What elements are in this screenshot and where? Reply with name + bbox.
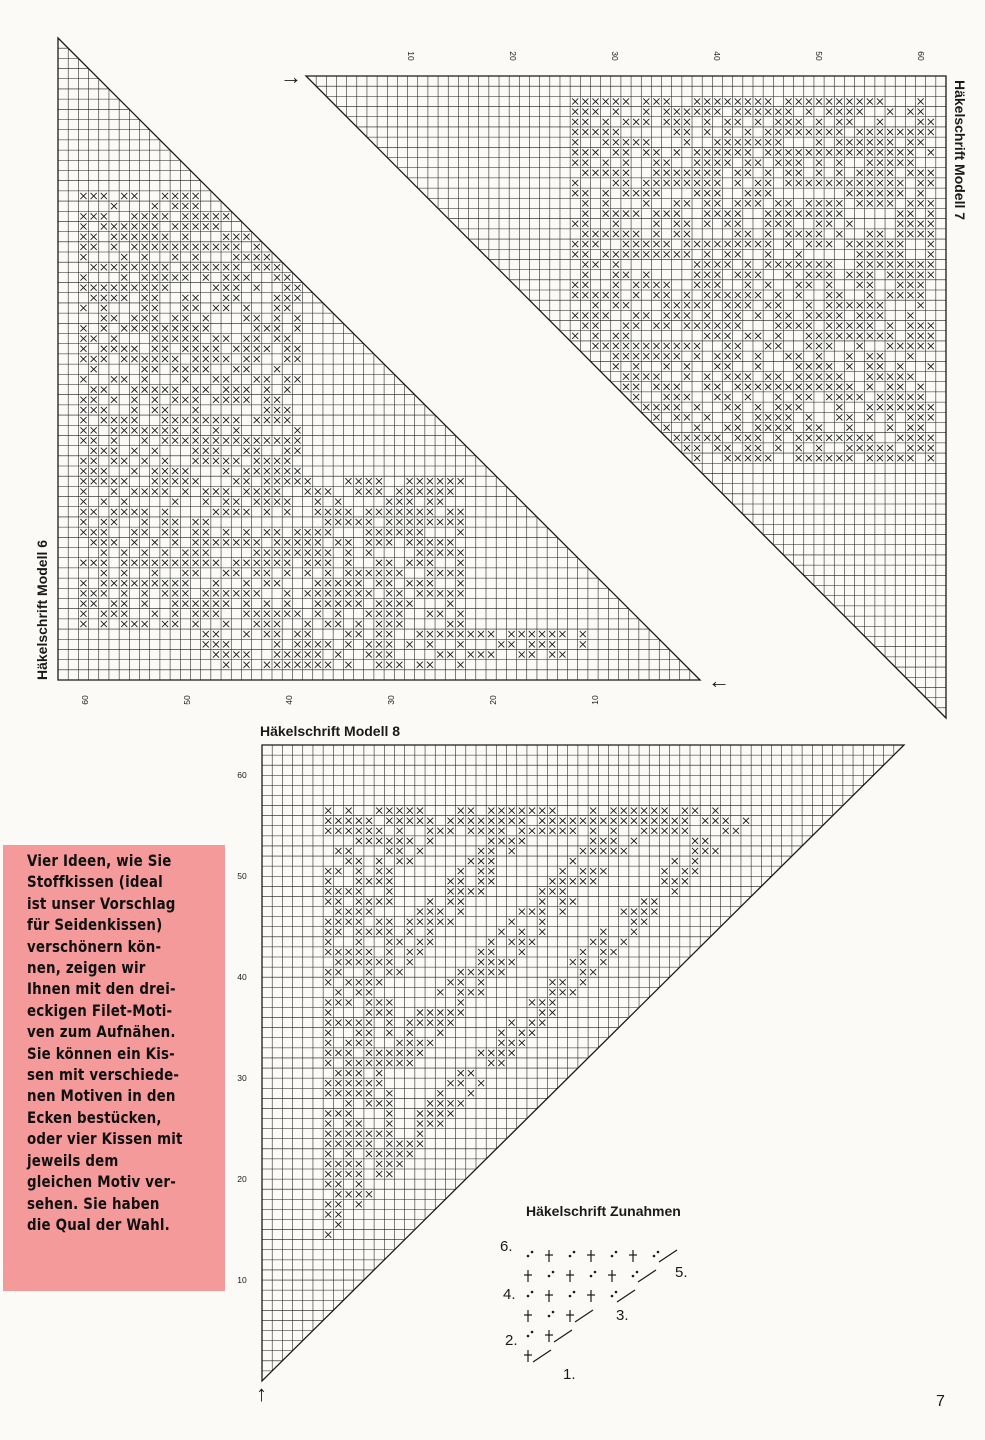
axis-tick-label: 60 — [80, 695, 90, 705]
axis-tick-label: 30 — [610, 51, 620, 61]
axis-tick-label: 60 — [916, 51, 926, 61]
page-number: 7 — [936, 1393, 945, 1410]
title-modell-7: Häkelschrift Modell 7 — [952, 80, 968, 221]
axis-tick-label: 30 — [237, 1073, 247, 1083]
axis-tick-label: 50 — [237, 871, 247, 881]
axis-tick-label: 20 — [237, 1174, 247, 1184]
axis-tick-label: 10 — [237, 1275, 247, 1285]
chart-modell-8 — [262, 745, 904, 1381]
legend-title: Häkelschrift Zunahmen — [526, 1203, 681, 1219]
arrow-left-icon: ← — [708, 668, 730, 693]
intro-text-box — [3, 845, 225, 1291]
axis-tick-label: 10 — [590, 695, 600, 705]
axis-tick-label: 40 — [712, 51, 722, 61]
axis-tick-label: 30 — [386, 695, 396, 705]
axis-tick-label: 50 — [814, 51, 824, 61]
axis-tick-label: 40 — [237, 972, 247, 982]
arrow-up-icon: ↑ — [256, 1381, 267, 1406]
axis-tick-label: 40 — [284, 695, 294, 705]
axis-tick-label: 20 — [508, 51, 518, 61]
title-modell-6: Häkelschrift Modell 6 — [34, 539, 50, 680]
legend-row-label: 2. — [505, 1332, 518, 1349]
intro-text: Vier Ideen, wie Sie Stoffkissen (ideal ist unser Vorschlag für Seidenkissen) verschönern kön- nen, zeigen wir Ihnen mit den drei- eckigen Filet-Moti- ven zum Aufnähen. Sie können ein Kis- sen mit verschiede- nen Motiven in den Ecken bestücken, oder vier Kissen mit jeweils dem gleichen Motiv ver- sehen. Sie haben die Qual der Wahl. — [27, 852, 183, 1234]
legend-row-label: 3. — [616, 1307, 629, 1324]
legend-row-label: 5. — [675, 1264, 688, 1281]
axis-tick-label: 50 — [182, 695, 192, 705]
arrow-right-icon: → — [280, 64, 302, 89]
axis-tick-label: 60 — [237, 770, 247, 780]
legend-row-label: 1. — [563, 1366, 576, 1383]
axis-tick-label: 10 — [406, 51, 416, 61]
increase-legend-diagram — [524, 1250, 677, 1362]
legend-row-label: 4. — [503, 1286, 516, 1303]
axis-tick-label: 20 — [488, 695, 498, 705]
title-modell-8: Häkelschrift Modell 8 — [260, 723, 401, 739]
legend-row-label: 6. — [500, 1238, 513, 1255]
